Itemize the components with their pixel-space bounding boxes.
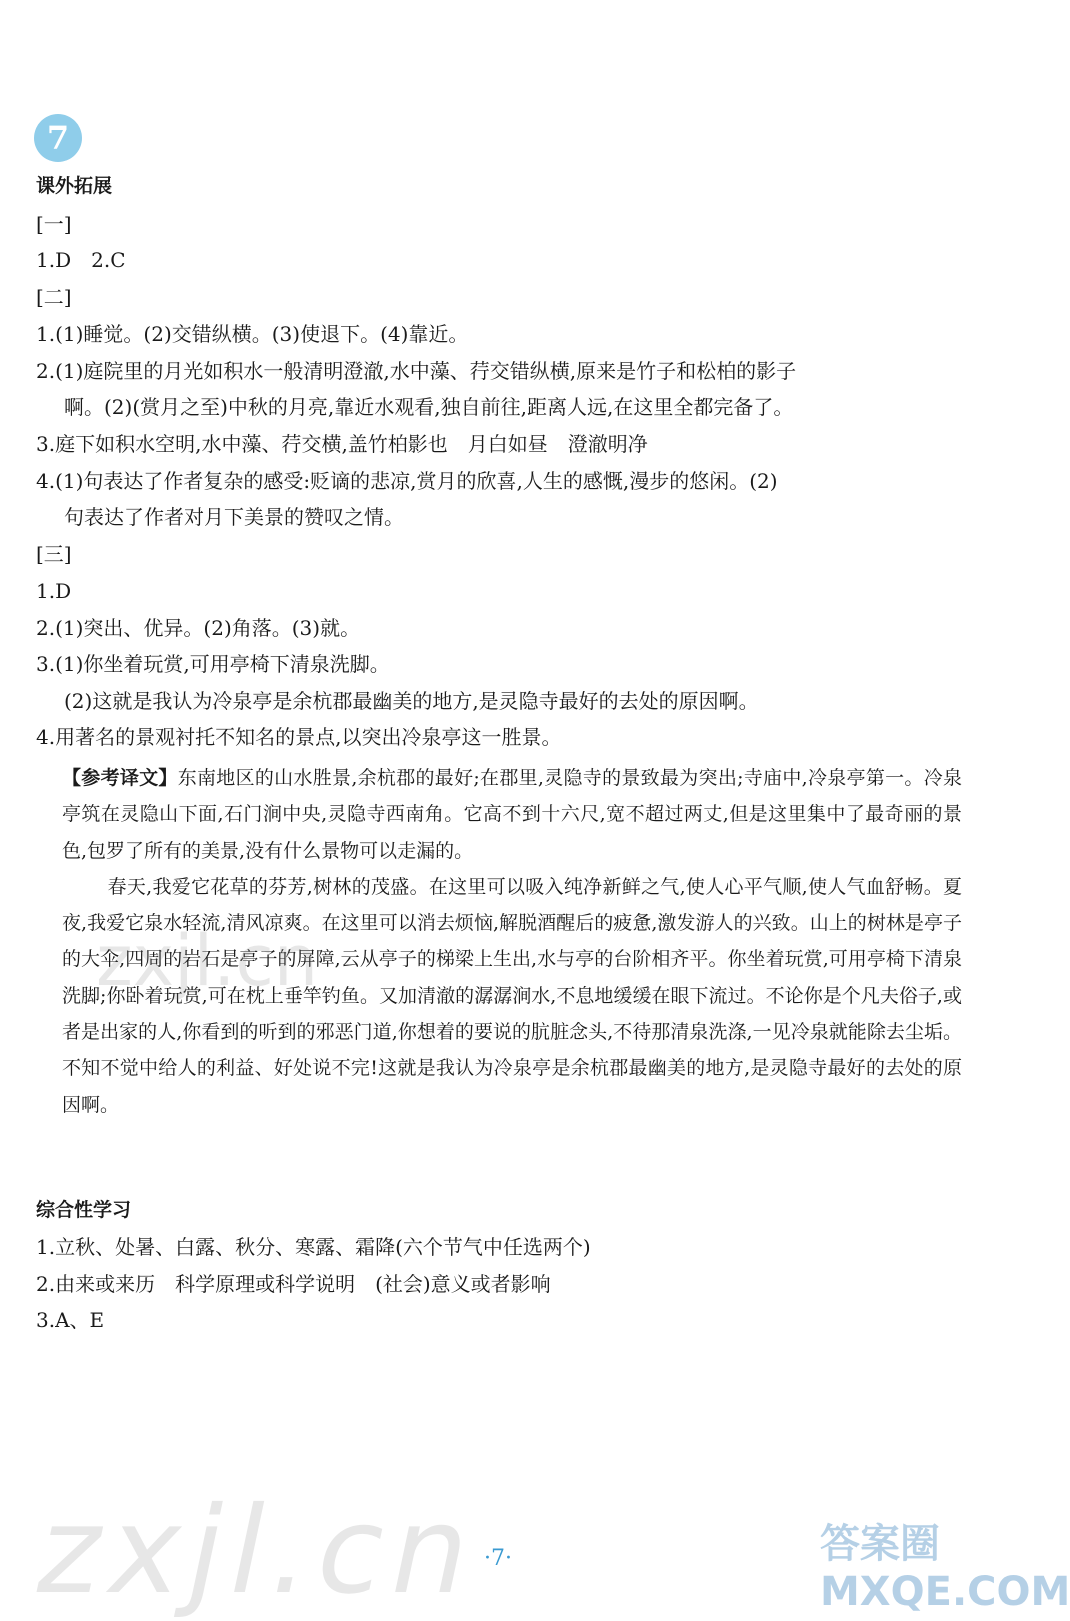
answer-line: 3.A、E [36,1308,105,1332]
page-number: ·7· [484,1546,512,1571]
section-number-badge: 7 [34,114,82,162]
answer-line: 1.D [36,579,72,603]
watermark-text: zxjl.cn [25,1482,492,1621]
answer-line: 3.庭下如积水空明,水中藻、荇交横,盖竹柏影也 月白如昼 澄澈明净 [36,432,648,456]
group-label-1: [一] [36,212,72,236]
answer-line: 3.(1)你坐着玩赏,可用亭椅下清泉洗脚。 [36,652,390,676]
answer-line: 1.D 2.C [36,248,126,272]
answer-line: (2)这就是我认为冷泉亭是余杭郡最幽美的地方,是灵隐寺最好的去处的原因啊。 [64,689,759,713]
answer-line: 4.用著名的景观衬托不知名的景点,以突出冷泉亭这一胜景。 [36,725,562,749]
section-heading-comprehensive: 综合性学习 [36,1199,132,1221]
answer-line: 2.由来或来历 科学原理或科学说明 (社会)意义或者影响 [36,1272,551,1296]
answer-line: 2.(1)庭院里的月光如积水一般清明澄澈,水中藻、荇交错纵横,原来是竹子和松柏的影子 [36,359,797,383]
watermark-text: zxjl.cn [96,920,319,1002]
translation-paragraph-2: 春天,我爱它花草的芬芳,树林的茂盛。在这里可以吸入纯净新鲜之气,使人心平气顺,使人气血舒畅。夏夜,我爱它泉水轻流,清风凉爽。在这里可以消去烦恼,解脱酒醒后的疲惫,激发游人的兴致。山上的树林是亭子的大伞,四周的岩石是亭子的屏障,云从亭子的梯梁上生出,水与亭的台阶相齐平。你坐着玩赏,可用亭椅下清泉洗脚;你卧着玩赏,可在枕上垂竿钓鱼。又加清澈的潺潺涧水,不息地缓缓在眼下流过。不论你是个凡夫俗子,或者是出家的人,你看到的听到的邪恶门道,你想着的要说的肮脏念头,不待那清泉洗涤,一见冷泉就能除去尘垢。不知不觉中给人的利益、好处说不完!这就是我认为冷泉亭是余杭郡最幽美的地方,是灵隐寺最好的去处的原因啊。 [62,875,962,1116]
answer-line: 2.(1)突出、优异。(2)角落。(3)就。 [36,616,361,640]
translation-paragraph-1: 东南地区的山水胜景,余杭郡的最好;在郡里,灵隐寺的景致最为突出;寺庙中,冷泉亭第一。冷泉亭筑在灵隐山下面,石门涧中央,灵隐寺西南角。它高不到十六尺,宽不超过两丈,但是这里集中了最奇丽的景色,包罗了所有的美景,没有什么景物可以走漏的。 [62,767,962,862]
translation-tag: 【参考译文】 [62,767,178,789]
group-label-2: [二] [36,285,72,309]
answer-line: 1.立秋、处暑、白露、秋分、寒露、霜降(六个节气中任选两个) [36,1235,591,1259]
answer-line: 1.(1)睡觉。(2)交错纵横。(3)使退下。(4)靠近。 [36,322,469,346]
group-label-3: [三] [36,542,72,566]
answer-line: 4.(1)句表达了作者复杂的感受:贬谪的悲凉,赏月的欣喜,人生的感慨,漫步的悠闲。(2) [36,469,778,493]
answer-line: 啊。(2)(赏月之至)中秋的月亮,靠近水观看,独自前往,距离人远,在这里全都完备了。 [64,395,794,419]
section-heading-extra: 课外拓展 [36,175,113,197]
answer-line: 句表达了作者对月下美景的赞叹之情。 [64,505,404,529]
watermark-logo: 答案圈 MXQE.COM [820,1521,1070,1615]
